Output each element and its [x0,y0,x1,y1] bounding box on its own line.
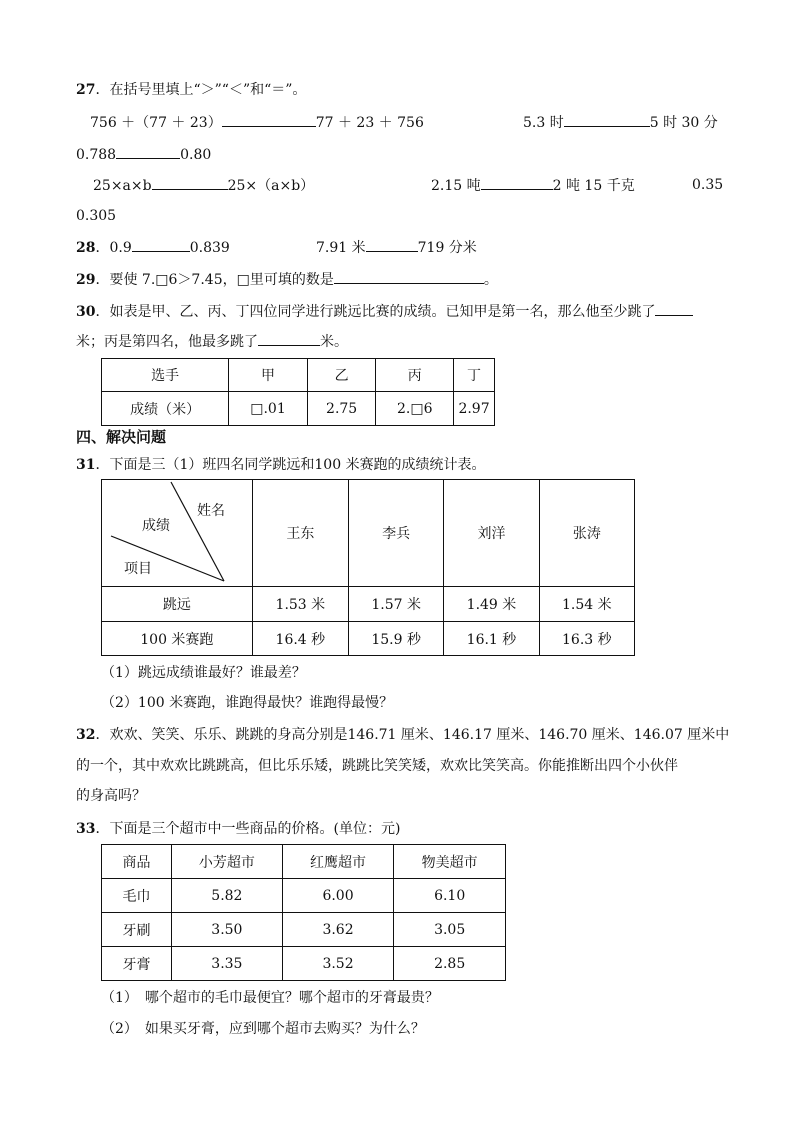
question-text: ．下面是三个超市中一些商品的价格。(单位：元) [95,821,401,837]
jump-score-table [101,358,495,426]
table-cell: 1.54 米 [539,587,634,622]
expression-left: 25×a×b [93,178,152,194]
expression-right: 25×（a×b） [227,178,315,194]
table-cell: 1.53 米 [252,587,348,622]
table-cell: 2.97 [454,392,495,426]
table-cell: □.01 [229,392,308,426]
question-text: ．下面是三（1）班四名同学跳远和100 米赛跑的成绩统计表。 [95,457,486,473]
answer-blank[interactable] [132,237,190,252]
sub-question-1: （1） 哪个超市的毛巾最便宜？哪个超市的牙膏最贵？ [101,990,439,1006]
table-cell: 5.82 [172,879,283,913]
answer-blank[interactable] [116,144,180,159]
answer-blank[interactable] [655,301,693,316]
answer-blank[interactable] [222,112,316,127]
question-number: 28 [76,240,96,256]
table-header-cell: 选手 [102,359,229,392]
answer-blank[interactable] [366,237,418,252]
question-27-stem [76,80,306,100]
table-cell: 16.4 秒 [252,622,348,656]
table-row [102,947,506,981]
table-header-cell: 小芳超市 [172,845,283,879]
question-text: 米；丙是第四名，他最多跳了 [76,334,258,350]
table-cell: 3.05 [394,913,506,947]
question-29 [76,269,498,290]
question-number: 31 [76,457,96,473]
table-cell: 16.3 秒 [539,622,634,656]
table-cell: 6.10 [394,879,506,913]
table-cell: 1.49 米 [444,587,539,622]
question-31-stem [76,455,486,475]
compare-item-6-right: 0.305 [76,208,117,224]
table-header-cell: 商品 [102,845,172,879]
table-cell: 1.57 米 [349,587,444,622]
table-cell: 15.9 秒 [349,622,444,656]
table-row [102,587,635,622]
question-number: 27 [76,82,96,98]
row-label: 100 米赛跑 [102,622,253,656]
table-header-cell: 李兵 [349,480,444,587]
compare-item-1 [90,112,424,133]
table-cell: 6.00 [282,879,394,913]
table-row [102,913,506,947]
table-row [102,359,495,392]
table-header-cell: 王东 [252,480,348,587]
table-row [102,392,495,426]
answer-blank[interactable] [334,269,484,284]
question-text: ．要使 7.□6＞7.45，□里可填的数是 [95,272,334,288]
corner-label-name: 姓名 [197,503,225,519]
table-header-cell: 甲 [229,359,308,392]
table-cell: 3.50 [172,913,283,947]
question-32-line-1 [76,725,729,745]
corner-label-score: 成绩 [142,518,170,534]
table-row [102,480,635,587]
compare-item-4 [93,175,314,196]
table-cell: 16.1 秒 [444,622,539,656]
sub-question-2: （2） 如果买牙膏，应到哪个超市去购买？为什么？ [101,1021,425,1037]
table-header-cell: 丁 [454,359,495,392]
question-number: 33 [76,821,96,837]
table-header-cell: 张涛 [539,480,634,587]
expression-right: 719 分米 [417,240,477,256]
table-cell: 3.62 [282,913,394,947]
price-table [101,844,506,981]
question-28 [76,237,230,258]
expression-left: 756 ＋（77 ＋ 23） [90,115,222,131]
compare-item-6-left: 0.35 [692,177,724,193]
section-heading: 四、解决问题 [76,428,167,446]
table-cell: 成绩（米） [102,392,229,426]
question-33-stem [76,819,400,839]
row-label: 跳远 [102,587,253,622]
answer-blank[interactable] [258,331,320,346]
question-32-line-3: 的身高吗？ [76,788,146,804]
expression-right: 77 ＋ 23 ＋ 756 [315,115,424,131]
race-score-table [101,479,635,656]
table-header-cell: 刘洋 [444,480,539,587]
expression-right: 2 吨 15 千克 [552,178,635,194]
question-number: 29 [76,272,96,288]
question-28-b [316,237,477,258]
corner-label-item: 项目 [124,561,152,577]
question-number: 30 [76,304,96,320]
expression-left: 7.91 米 [316,240,366,256]
answer-blank[interactable] [564,112,650,127]
question-text: ．欢欢、笑笑、乐乐、跳跳的身高分别是146.71 厘米、146.17 厘米、146.70 厘米、146.07 厘米中 [95,727,730,743]
table-cell: 2.75 [307,392,376,426]
answer-blank[interactable] [152,175,228,190]
question-text: ．如表是甲、乙、丙、丁四位同学进行跳远比赛的成绩。已知甲是第一名，那么他至少跳了 [95,304,656,320]
question-number: 32 [76,727,96,743]
question-30-line-2 [76,331,348,352]
table-row [102,879,506,913]
expression-right: 5 时 30 分 [649,115,718,131]
punctuation: 。 [483,272,498,288]
row-label: 牙刷 [102,913,172,947]
answer-blank[interactable] [481,175,553,190]
diagonal-header-cell [102,480,253,587]
compare-item-3 [76,144,211,165]
expression-left: 0.788 [76,147,117,163]
table-row [102,845,506,879]
table-cell: 3.35 [172,947,283,981]
table-cell: 2.85 [394,947,506,981]
expression-right: 0.839 [189,240,230,256]
expression-left: 5.3 时 [523,115,564,131]
table-header-cell: 红鹰超市 [282,845,394,879]
row-label: 毛巾 [102,879,172,913]
question-32-line-2: 的一个，其中欢欢比跳跳高，但比乐乐矮，跳跳比笑笑矮，欢欢比笑笑高。你能推断出四个小伙伴 [76,758,678,774]
table-header-cell: 丙 [376,359,454,392]
row-label: 牙膏 [102,947,172,981]
expression-left: 2.15 吨 [431,178,481,194]
table-cell: 3.52 [282,947,394,981]
table-header-cell: 物美超市 [394,845,506,879]
sub-question-2: （2）100 米赛跑，谁跑得最快？谁跑得最慢？ [101,695,394,711]
question-text: ．在括号里填上“＞”“＜”和“＝”。 [95,82,307,98]
table-cell: 2.□6 [376,392,454,426]
question-30-line-1 [76,301,693,322]
expression-right: 0.80 [180,147,212,163]
question-text: 米。 [320,334,348,350]
expression-left: ．0.9 [95,240,132,256]
compare-item-5 [431,175,635,196]
compare-item-2 [523,112,718,133]
table-row [102,622,635,656]
table-header-cell: 乙 [307,359,376,392]
sub-question-1: （1）跳远成绩谁最好？谁最差？ [101,665,306,681]
